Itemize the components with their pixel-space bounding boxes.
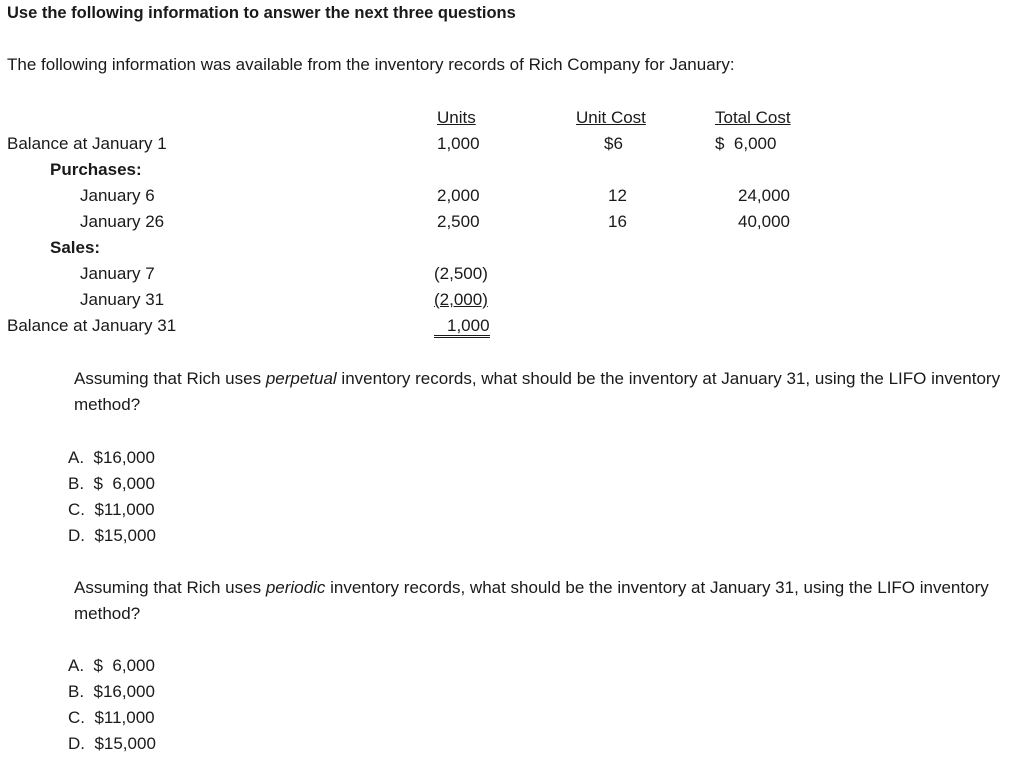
purchase-total-cost: 24,000	[738, 186, 790, 205]
col-header-total-cost: Total Cost	[715, 108, 791, 127]
balance-jan1-unit-cost: $6	[604, 134, 623, 153]
row-label-balance-jan31: Balance at January 31	[7, 316, 177, 335]
q2-option-b: B. $16,000	[68, 682, 155, 701]
balance-jan1-total-cost: $ 6,000	[715, 134, 777, 153]
row-label-balance-jan1: Balance at January 1	[7, 134, 167, 153]
question-emphasis: periodic	[265, 578, 326, 597]
purchase-unit-cost: 16	[608, 212, 627, 231]
question-1: Assuming that Rich uses perpetual inventory records, what should be the inventory at January 31, using the LIFO inventory method?	[74, 369, 1001, 414]
q1-option-d: D. $15,000	[68, 526, 156, 545]
question-emphasis: perpetual	[265, 369, 337, 388]
purchases-label: Purchases:	[50, 160, 142, 179]
sales-label: Sales:	[50, 238, 101, 257]
purchase-label: January 6	[80, 186, 155, 205]
question-2: Assuming that Rich uses periodic inventory records, what should be the inventory at January 31, using the LIFO inventory method?	[74, 578, 989, 623]
purchase-unit-cost: 12	[608, 186, 627, 205]
sale-label: January 7	[80, 264, 155, 283]
instructions-heading: Use the following information to answer the next three questions	[7, 4, 516, 22]
balance-jan31-units: 1,000	[434, 316, 490, 338]
balance-jan1-units: 1,000	[437, 134, 480, 153]
purchase-units: 2,500	[437, 212, 480, 231]
q1-option-a: A. $16,000	[68, 448, 155, 467]
q2-option-d: D. $15,000	[68, 734, 156, 753]
purchase-label: January 26	[80, 212, 165, 231]
sale-units: (2,000)	[434, 290, 488, 309]
q1-option-b: B. $ 6,000	[68, 474, 155, 493]
col-header-units: Units	[437, 108, 476, 127]
purchase-total-cost: 40,000	[738, 212, 790, 231]
sale-label: January 31	[80, 290, 165, 309]
sale-units: (2,500)	[434, 264, 488, 283]
purchase-units: 2,000	[437, 186, 480, 205]
intro-text: The following information was available from the inventory records of Rich Company for January:	[7, 55, 735, 74]
col-header-unit-cost: Unit Cost	[576, 108, 646, 127]
q2-option-a: A. $ 6,000	[68, 656, 155, 675]
q1-option-c: C. $11,000	[68, 500, 155, 519]
q2-option-c: C. $11,000	[68, 708, 155, 727]
